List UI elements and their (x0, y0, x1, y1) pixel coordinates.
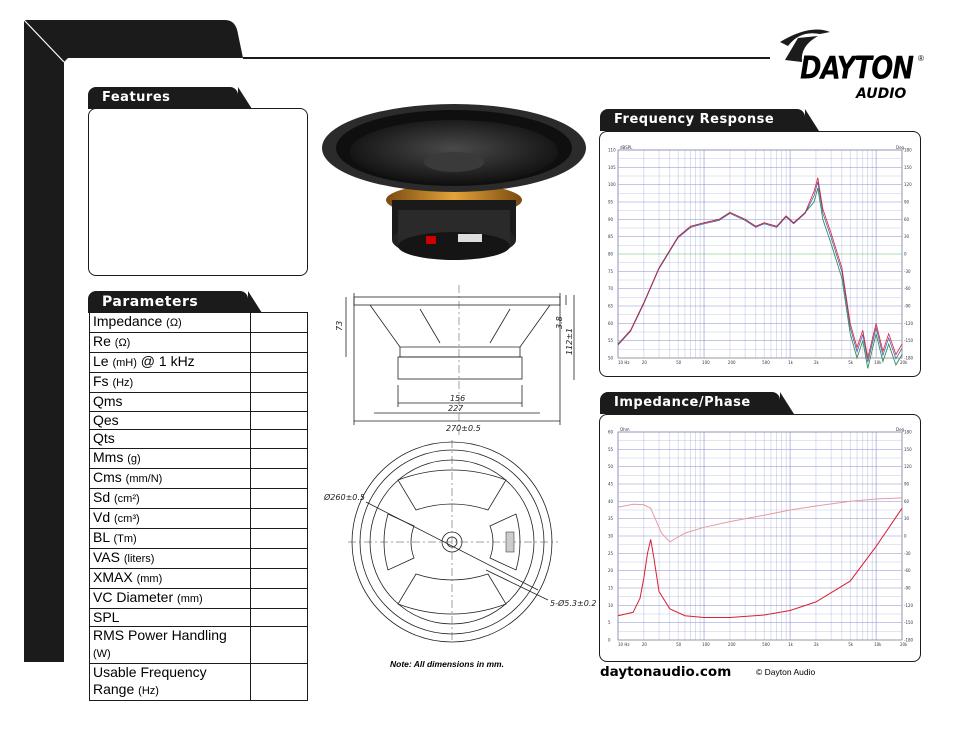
x-tick: 20 (641, 360, 647, 365)
parameter-value (251, 393, 308, 412)
parameter-name (90, 627, 251, 664)
parameter-row (90, 411, 308, 430)
parameter-unit: (Hz) (138, 685, 159, 697)
logo-dayton-text: DAYTON (800, 51, 914, 87)
parameter-row (90, 568, 308, 588)
y-tick-right: -60 (904, 286, 911, 292)
freq-response-blue-curve (618, 182, 902, 362)
parameter-label: Impedance (93, 313, 163, 329)
parameter-name (90, 568, 251, 588)
parameter-name (90, 313, 251, 333)
y-tick-right: 30 (904, 516, 910, 522)
y-tick-right: -120 (904, 320, 914, 326)
y-tick-left: 110 (608, 147, 616, 153)
parameters-title: Parameters (102, 294, 199, 310)
y-tick-left: 60 (608, 429, 614, 435)
parameter-row (90, 508, 308, 528)
parameter-row (90, 488, 308, 508)
y-tick-right: 60 (904, 216, 910, 222)
y-tick-right: -120 (904, 602, 914, 608)
parameter-label: Fs (93, 373, 109, 389)
x-tick: 500 (762, 642, 770, 647)
dim-112: 112±1 (565, 327, 574, 355)
parameter-row (90, 627, 308, 664)
parameter-label: SPL (93, 608, 120, 625)
features-title: Features (102, 90, 171, 105)
x-tick: 50 (676, 360, 682, 365)
impedance-phase-chart (606, 422, 912, 654)
parameters-table (89, 312, 308, 701)
parameter-row (90, 393, 308, 412)
y-tick-left: 85 (608, 234, 614, 240)
y-tick-right: 180 (904, 429, 912, 435)
parameter-value (251, 608, 308, 627)
dim-270: 270±0.5 (446, 424, 481, 433)
x-tick: 100 (702, 360, 710, 365)
dim-227: 227 (448, 404, 464, 413)
y-tick-right: 90 (904, 199, 910, 205)
dim-156: 156 (450, 394, 466, 403)
y-tick-left: 45 (608, 481, 614, 487)
parameter-unit: (mm) (136, 572, 163, 585)
dim-mounting-holes: 5-Ø5.3±0.2 (550, 599, 597, 608)
parameter-label: Mms (93, 448, 124, 465)
dim-260-diameter: Ø260±0.5 (324, 493, 365, 502)
y-tick-right: 0 (904, 533, 907, 539)
parameter-name (90, 664, 251, 701)
frequency-response-title: Frequency Response (614, 112, 775, 127)
parameter-unit: (Hz) (112, 377, 134, 389)
x-tick: 5k (848, 642, 854, 647)
logo-audio-text: AUDIO (856, 86, 907, 102)
parameter-value (251, 448, 308, 468)
parameter-value (251, 488, 308, 508)
x-tick: 500 (762, 360, 770, 365)
y-tick-right: -90 (904, 585, 911, 591)
parameter-label: Usable Frequency Range (93, 664, 207, 697)
y-tick-left: 5 (608, 620, 611, 626)
parameter-row (90, 313, 308, 333)
y-tick-left: 30 (608, 533, 614, 539)
y-tick-left: 65 (608, 303, 614, 309)
y-tick-left: 25 (608, 550, 614, 556)
x-tick: 20k (900, 360, 908, 365)
website-link[interactable]: daytonaudio.com (600, 664, 732, 680)
y-tick-left: 60 (608, 320, 614, 326)
parameter-name (90, 411, 251, 430)
parameter-label: VAS (93, 548, 120, 565)
impedance-phase-header (600, 392, 780, 414)
parameter-value (251, 373, 308, 393)
parameter-label: Cms (93, 468, 122, 485)
parameter-value (251, 333, 308, 353)
y-tick-right: 30 (904, 234, 910, 240)
y-tick-right: 120 (904, 182, 912, 188)
y-tick-left: 50 (608, 355, 614, 361)
parameter-label: Vd (93, 508, 111, 525)
y-tick-right: 0 (904, 251, 907, 257)
parameter-name (90, 468, 251, 488)
parameter-name (90, 588, 251, 608)
x-tick: 10k (874, 642, 882, 647)
parameter-label: XMAX (93, 568, 133, 585)
imp-left-unit: Ohm (620, 427, 630, 432)
parameter-unit: (Tm) (113, 532, 137, 545)
parameter-label: RMS Power Handling (93, 627, 227, 643)
parameter-name (90, 548, 251, 568)
parameter-row (90, 353, 308, 373)
y-tick-left: 50 (608, 464, 614, 470)
parameter-unit: (cm³) (114, 512, 140, 525)
copyright-text: © Dayton Audio (756, 667, 816, 677)
parameter-value (251, 664, 308, 701)
x-tick: 200 (727, 360, 736, 365)
parameter-label: Re (93, 333, 111, 349)
y-tick-right: 150 (904, 164, 912, 170)
dim-73: 73 (335, 320, 344, 331)
parameter-unit: (liters) (123, 552, 155, 565)
y-tick-right: -150 (904, 620, 914, 626)
speaker-photo (318, 100, 590, 268)
phase-curve (618, 498, 902, 542)
parameter-unit: (mm/N) (125, 472, 163, 485)
y-tick-left: 95 (608, 199, 614, 205)
parameter-name (90, 488, 251, 508)
parameter-value (251, 468, 308, 488)
dayton-audio-logo (770, 22, 930, 102)
y-tick-left: 35 (608, 516, 614, 522)
freq-left-unit: dBSPL (620, 145, 633, 150)
x-tick: 5k (848, 360, 854, 365)
parameter-row (90, 430, 308, 449)
parameter-label: Le (93, 353, 109, 369)
x-tick: 2k (813, 360, 819, 365)
parameter-value (251, 411, 308, 430)
parameter-name (90, 353, 251, 373)
parameter-name (90, 508, 251, 528)
y-tick-right: -180 (904, 637, 914, 643)
freq-right-unit: Deg (896, 145, 905, 150)
y-tick-left: 40 (608, 498, 614, 504)
parameter-unit: (Ω) (114, 337, 131, 349)
y-tick-left: 10 (608, 602, 614, 608)
parameters-header (88, 291, 248, 313)
parameter-unit: (Ω) (166, 317, 182, 329)
parameter-unit: (W) (93, 648, 111, 660)
parameter-row (90, 528, 308, 548)
y-tick-left: 55 (608, 446, 614, 452)
freq-response-red-curve (618, 178, 902, 358)
parameter-unit: (mH) (112, 357, 137, 369)
parameter-row (90, 448, 308, 468)
features-box (88, 108, 308, 276)
x-tick: 2k (813, 642, 819, 647)
logo-registered-mark: ® (918, 54, 924, 63)
y-tick-right: 120 (904, 464, 912, 470)
impedance-phase-title: Impedance/Phase (614, 395, 751, 410)
dim-3-8: 3.8 (555, 316, 564, 329)
y-tick-left: 75 (608, 268, 614, 274)
parameter-value (251, 508, 308, 528)
y-tick-right: -90 (904, 303, 911, 309)
parameter-unit: (cm²) (114, 492, 140, 505)
parameter-unit: (g) (127, 452, 141, 465)
y-tick-left: 55 (608, 338, 614, 344)
y-tick-left: 105 (608, 164, 616, 170)
x-tick: 10 Hz (618, 360, 630, 365)
parameter-name (90, 393, 251, 412)
dimension-note: Note: All dimensions in mm. (390, 659, 504, 669)
parameter-value (251, 548, 308, 568)
parameter-value (251, 313, 308, 333)
parameter-label: VC Diameter (93, 588, 174, 605)
x-tick: 1k (788, 642, 793, 647)
parameter-value (251, 353, 308, 373)
y-tick-right: 150 (904, 446, 912, 452)
x-tick: 100 (702, 642, 710, 647)
y-tick-left: 20 (608, 568, 614, 574)
parameter-value (251, 528, 308, 548)
frequency-response-header (600, 109, 805, 131)
parameter-name (90, 430, 251, 449)
y-tick-left: 70 (608, 286, 614, 292)
x-tick: 20 (641, 642, 647, 647)
parameter-name (90, 373, 251, 393)
parameter-label: BL (93, 528, 110, 545)
side-dimension-drawing (330, 285, 590, 435)
front-dimension-drawing (318, 440, 597, 640)
parameter-label: Qes (93, 411, 119, 428)
parameter-row (90, 333, 308, 353)
x-tick: 10k (874, 360, 882, 365)
parameter-suffix: @ 1 kHz (136, 353, 195, 369)
parameter-label: Qts (93, 430, 115, 447)
y-tick-right: -30 (904, 550, 911, 556)
parameter-unit: (mm) (177, 592, 203, 605)
x-tick: 1k (788, 360, 793, 365)
x-tick: 20k (900, 642, 908, 647)
y-tick-right: 180 (904, 147, 912, 153)
parameter-name (90, 333, 251, 353)
parameter-row (90, 608, 308, 627)
y-tick-left: 100 (608, 182, 616, 188)
y-tick-right: 60 (904, 498, 910, 504)
y-tick-right: -30 (904, 268, 911, 274)
y-tick-right: -60 (904, 568, 911, 574)
imp-right-unit: Deg (896, 427, 905, 432)
parameter-value (251, 588, 308, 608)
parameter-name (90, 448, 251, 468)
parameter-value (251, 568, 308, 588)
parameter-row (90, 468, 308, 488)
parameter-row (90, 664, 308, 701)
y-tick-left: 90 (608, 216, 614, 222)
impedance-curve (618, 508, 902, 617)
parameter-label: Qms (93, 393, 123, 410)
y-tick-left: 80 (608, 251, 614, 257)
x-tick: 10 Hz (618, 642, 630, 647)
y-tick-right: -150 (904, 338, 914, 344)
parameter-value (251, 430, 308, 449)
x-tick: 200 (727, 642, 736, 647)
parameter-row (90, 588, 308, 608)
parameter-name (90, 528, 251, 548)
y-tick-left: 0 (608, 637, 611, 643)
parameter-row (90, 548, 308, 568)
parameter-value (251, 627, 308, 664)
x-tick: 50 (676, 642, 682, 647)
y-tick-left: 15 (608, 585, 614, 591)
features-header (88, 87, 238, 109)
y-tick-right: 90 (904, 481, 910, 487)
parameter-row (90, 373, 308, 393)
parameter-name (90, 608, 251, 627)
parameter-label: Sd (93, 488, 111, 505)
frequency-response-chart (606, 140, 912, 370)
y-tick-right: -180 (904, 355, 914, 361)
